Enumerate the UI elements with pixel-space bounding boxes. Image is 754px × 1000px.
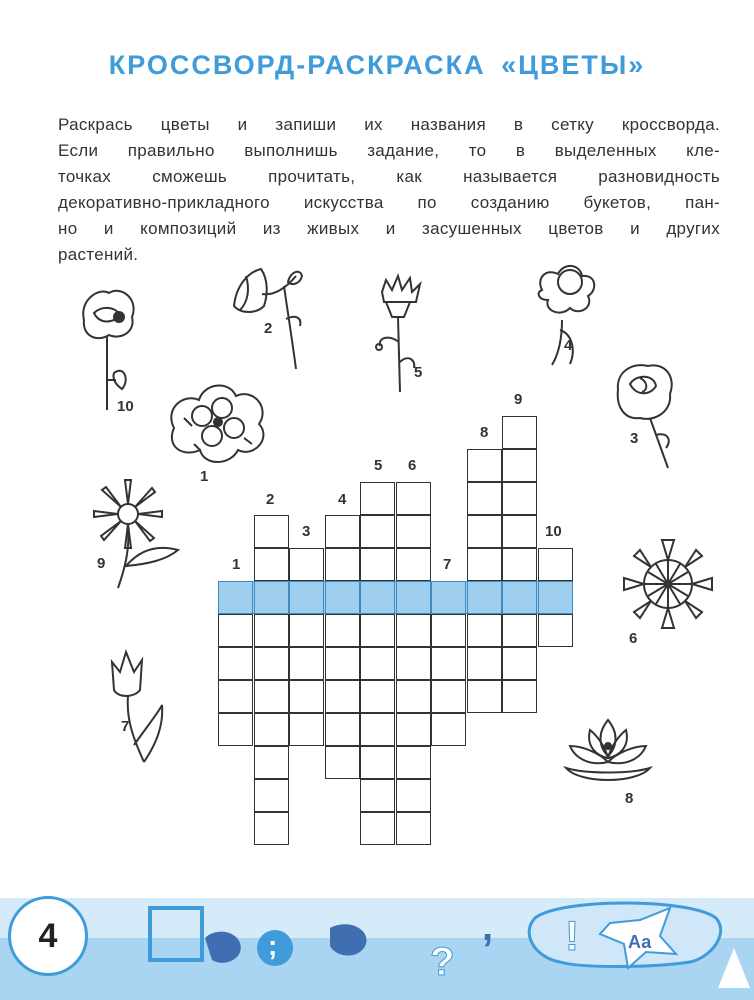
crossword-cell[interactable] bbox=[538, 581, 573, 614]
bellflower-image[interactable] bbox=[226, 264, 306, 374]
crossword-cell[interactable] bbox=[396, 746, 431, 779]
chamomile-image[interactable] bbox=[88, 476, 183, 591]
crossword-cell[interactable] bbox=[254, 548, 289, 581]
crossword-cell[interactable] bbox=[467, 548, 502, 581]
rose-image[interactable] bbox=[610, 360, 680, 470]
instructions bbox=[58, 112, 720, 268]
instruction-line: Раскрась цветы и запиши их названия в сетку кроссворда. bbox=[58, 115, 720, 134]
crossword-cell[interactable] bbox=[325, 614, 360, 647]
crossword-cell[interactable] bbox=[467, 581, 502, 614]
instruction-line: точках сможешь прочитать, как называется разновидность bbox=[58, 167, 720, 186]
crossword-cell[interactable] bbox=[396, 779, 431, 812]
crossword-cell[interactable] bbox=[502, 515, 537, 548]
crossword-cell[interactable] bbox=[360, 614, 395, 647]
flower-number-water-lily: 8 bbox=[625, 790, 634, 807]
flower-number-bellflower: 2 bbox=[264, 320, 273, 337]
crossword-cell[interactable] bbox=[502, 548, 537, 581]
instruction-line: растений. bbox=[58, 245, 139, 264]
crossword-cell[interactable] bbox=[467, 482, 502, 515]
flower-number-rose: 3 bbox=[630, 430, 639, 447]
water-lily-image[interactable] bbox=[560, 716, 656, 788]
grid-number-7: 7 bbox=[443, 556, 452, 573]
crossword-cell[interactable] bbox=[218, 614, 253, 647]
crossword-cell[interactable] bbox=[467, 614, 502, 647]
crossword-cell[interactable] bbox=[396, 647, 431, 680]
crossword-cell[interactable] bbox=[254, 614, 289, 647]
sunflower-image[interactable] bbox=[620, 536, 716, 632]
crossword-cell[interactable] bbox=[360, 746, 395, 779]
crossword-cell[interactable] bbox=[325, 647, 360, 680]
crossword-cell[interactable] bbox=[467, 647, 502, 680]
crossword-cell[interactable] bbox=[502, 449, 537, 482]
crossword-cell[interactable] bbox=[360, 779, 395, 812]
crossword-cell[interactable] bbox=[538, 614, 573, 647]
crossword-cell[interactable] bbox=[218, 647, 253, 680]
crossword-cell[interactable] bbox=[289, 581, 324, 614]
instruction-line: но и композиций из живых и засушенных цветов и других bbox=[58, 219, 720, 238]
crossword-cell[interactable] bbox=[360, 647, 395, 680]
crossword-cell[interactable] bbox=[254, 779, 289, 812]
page-number: 4 bbox=[8, 896, 88, 976]
crossword-cell[interactable] bbox=[431, 647, 466, 680]
crossword-cell[interactable] bbox=[538, 548, 573, 581]
crossword-cell[interactable] bbox=[360, 812, 395, 845]
footer-comma: , bbox=[482, 905, 494, 949]
crossword-cell[interactable] bbox=[360, 581, 395, 614]
crossword-cell[interactable] bbox=[254, 713, 289, 746]
crossword-cell[interactable] bbox=[502, 680, 537, 713]
instruction-line: Если правильно выполнишь задание, то в выделенных кле- bbox=[58, 141, 720, 160]
crossword-cell[interactable] bbox=[396, 482, 431, 515]
crossword-cell[interactable] bbox=[325, 713, 360, 746]
crossword-cell[interactable] bbox=[467, 680, 502, 713]
crossword-cell[interactable] bbox=[218, 713, 253, 746]
crossword-cell[interactable] bbox=[396, 581, 431, 614]
crossword-cell[interactable] bbox=[289, 614, 324, 647]
crossword-cell[interactable] bbox=[254, 746, 289, 779]
crossword-cell[interactable] bbox=[289, 680, 324, 713]
footer-aa: Аа bbox=[628, 932, 652, 952]
page-title: КРОССВОРД-РАСКРАСКА «ЦВЕТЫ» bbox=[108, 50, 646, 80]
crossword-cell[interactable] bbox=[254, 647, 289, 680]
footer-question: ? bbox=[430, 940, 455, 984]
crossword-cell[interactable] bbox=[396, 680, 431, 713]
grid-number-5: 5 bbox=[374, 457, 383, 474]
crossword-cell[interactable] bbox=[396, 812, 431, 845]
grid-number-8: 8 bbox=[480, 424, 489, 441]
crossword-cell[interactable] bbox=[325, 680, 360, 713]
crossword-cell[interactable] bbox=[502, 614, 537, 647]
instruction-line: декоративно-прикладного искусства по созданию букетов, пан- bbox=[58, 193, 720, 212]
crossword-cell[interactable] bbox=[289, 713, 324, 746]
footer-semicolon: ; bbox=[268, 930, 278, 961]
crossword-cell[interactable] bbox=[325, 548, 360, 581]
flower-number-poppy: 10 bbox=[117, 398, 134, 415]
crossword-cell[interactable] bbox=[360, 713, 395, 746]
grid-number-4: 4 bbox=[338, 491, 347, 508]
crossword-cell[interactable] bbox=[360, 548, 395, 581]
crossword-cell[interactable] bbox=[467, 515, 502, 548]
tulip-image[interactable] bbox=[104, 650, 164, 765]
flower-number-violet: 1 bbox=[200, 468, 209, 485]
crossword-cell[interactable] bbox=[396, 713, 431, 746]
crossword-cell[interactable] bbox=[325, 515, 360, 548]
flower-number-chamomile: 9 bbox=[97, 555, 106, 572]
footer-exclamation: ! bbox=[565, 912, 579, 959]
grid-number-10: 10 bbox=[545, 523, 562, 540]
crossword-cell[interactable] bbox=[431, 713, 466, 746]
crossword-cell[interactable] bbox=[360, 680, 395, 713]
crossword-cell[interactable] bbox=[396, 548, 431, 581]
crossword-cell[interactable] bbox=[396, 515, 431, 548]
flower-number-sunflower: 6 bbox=[629, 630, 638, 647]
grid-number-9: 9 bbox=[514, 391, 523, 408]
crossword-cell[interactable] bbox=[502, 416, 537, 449]
crossword-cell[interactable] bbox=[254, 680, 289, 713]
crossword-cell[interactable] bbox=[502, 581, 537, 614]
crossword-cell[interactable] bbox=[360, 482, 395, 515]
crossword-cell[interactable] bbox=[289, 647, 324, 680]
crossword-cell[interactable] bbox=[431, 680, 466, 713]
poppy-flower-image[interactable] bbox=[74, 285, 144, 415]
grid-number-2: 2 bbox=[266, 491, 275, 508]
grid-number-6: 6 bbox=[408, 457, 417, 474]
grid-number-1: 1 bbox=[232, 556, 241, 573]
crossword-cell[interactable] bbox=[360, 515, 395, 548]
crossword-cell[interactable] bbox=[289, 548, 324, 581]
violet-image[interactable] bbox=[164, 378, 274, 468]
crossword-cell[interactable] bbox=[254, 515, 289, 548]
crossword-cell[interactable] bbox=[467, 449, 502, 482]
crossword-cell[interactable] bbox=[218, 581, 253, 614]
flower-number-daffodil: 4 bbox=[564, 337, 573, 354]
crossword-cell[interactable] bbox=[218, 680, 253, 713]
flower-number-tulip: 7 bbox=[121, 718, 130, 735]
crossword-cell[interactable] bbox=[254, 812, 289, 845]
crossword-cell[interactable] bbox=[502, 482, 537, 515]
flower-number-carnation: 5 bbox=[414, 364, 423, 381]
crossword-cell[interactable] bbox=[396, 614, 431, 647]
crossword-cell[interactable] bbox=[325, 746, 360, 779]
grid-number-3: 3 bbox=[302, 523, 311, 540]
crossword-cell[interactable] bbox=[431, 614, 466, 647]
crossword-cell[interactable] bbox=[325, 581, 360, 614]
crossword-cell[interactable] bbox=[502, 647, 537, 680]
crossword-cell[interactable] bbox=[431, 581, 466, 614]
crossword-cell[interactable] bbox=[254, 581, 289, 614]
